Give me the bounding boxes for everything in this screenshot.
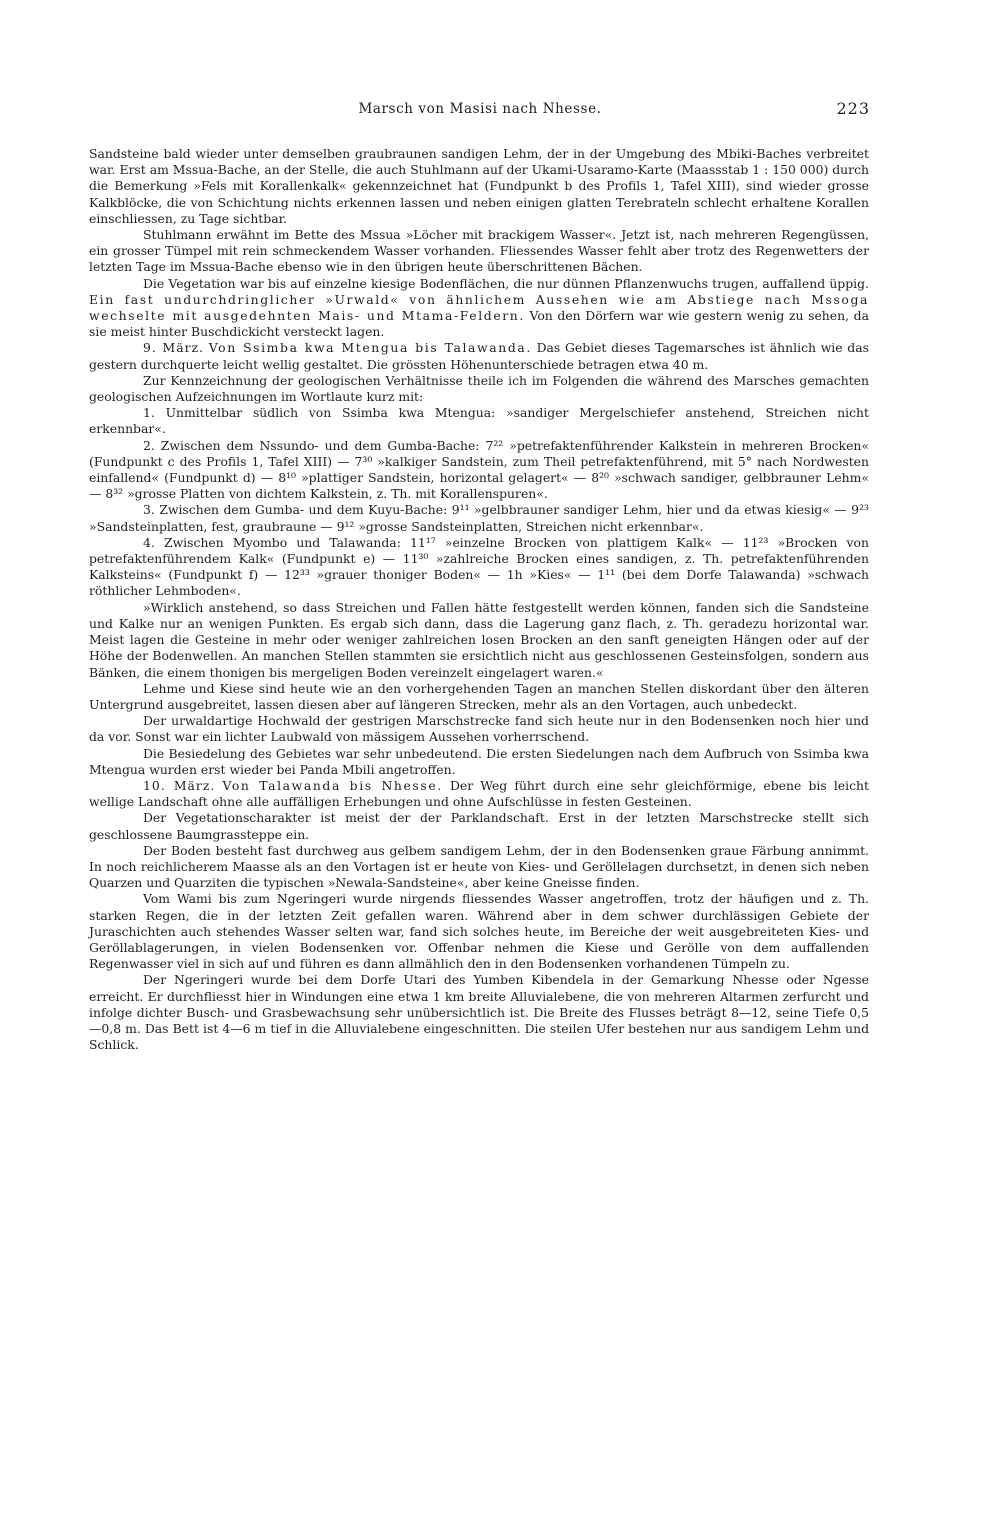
running-head: Marsch von Masisi nach Nhesse.: [358, 101, 602, 117]
paragraph: Vom Wami bis zum Ngeringeri wurde nirgends fliessendes Wasser angetroffen, trotz der häufigen und z. Th. starken Regen, die in der letzten Zeit gefallen waren. Während aber in dem schwer durchlässigen Gebiete der Juraschichten auch stehendes Wasser selten war, fand sich solches heute, im Bereiche der weit ausgebreiteten Kies- und Geröllablagerungen, in vielen Bodensenken vor. Offenbar nehmen die Kiese und Gerölle von dem auffallenden Regenwasser viel in sich auf und führen es dann allmählich den in den Bodensenken vorhandenen Tümpeln zu.: [89, 891, 869, 972]
text-run: Der Weg führt durch eine sehr gleichförmige, ebene bis leicht wellige Landschaft ohne alle auffälligen Erhebungen und ohne Aufschlüsse in festen Gesteinen.: [89, 777, 869, 810]
text-run: Von den Dörfern war wie gestern wenig zu sehen, da sie meist hinter Buschdickicht versteckt lagen.: [89, 308, 869, 340]
paragraph: Die Besiedelung des Gebietes war sehr unbedeutend. Die ersten Siedelungen nach dem Aufbruch von Ssimba kwa Mtengua wurden erst wieder bei Panda Mbili angetroffen.: [89, 745, 869, 777]
paragraph: Zur Kennzeichnung der geologischen Verhältnisse theile ich im Folgenden die während des Marsches gemachten geologischen Aufzeichnungen im Wortlaute kurz mit:: [89, 372, 869, 405]
body-text: [89, 146, 869, 1053]
paragraph: Der urwaldartige Hochwald der gestrigen Marschstrecke fand sich heute nur in den Bodensenken noch hier und da vor. Sonst war ein lichter Laubwald von mässigem Aussehen vorherrschend.: [89, 713, 869, 745]
paragraph: Der Boden besteht fast durchweg aus gelbem sandigem Lehm, der in den Bodensenken graue Färbung annimmt. In noch reichlicherem Maasse als an den Vortagen ist er heute von Kies- und Geröllelagen durchsetzt, in denen sich neben Quarzen und Quarziten die typischen »Newala-Sandsteine«, aber keine Gneisse finden.: [89, 842, 869, 891]
route-heading: Von Talawanda bis Nhesse.: [222, 777, 443, 793]
list-item: 4. Zwischen Myombo und Talawanda: 11¹⁷ »einzelne Brocken von plattigem Kalk« — 11²³ »Brocken von petrefaktenführendem Kalk« (Fundpunkt e) — 11³⁰ »zahlreiche Brocken eines sandigen, z. Th. petrefaktenführenden Kalksteins« (Fundpunkt f) — 12³³ »grauer thoniger Boden« — 1h »Kies« — 1¹¹ (bei dem Dorfe Talawanda) »schwach röthlicher Lehmboden«.: [89, 534, 869, 599]
paragraph: »Wirklich anstehend, so dass Streichen und Fallen hätte festgestellt werden können, fanden sich die Sandsteine und Kalke nur an wenigen Punkten. Es ergab sich dann, dass die Lagerung ganz flach, z. Th. geradezu horizontal war. Meist lagen die Gesteine in mehr oder weniger zahlreichen losen Brocken an den sanft geneigten Hängen oder auf der Höhe der Bodenwellen. An manchen Stellen stammten sie ersichtlich nicht aus geschlossenen Gesteinsfolgen, sondern aus Bänken, die einem thonigen bis mergeligen Boden vereinzelt eingelagert waren.«: [89, 599, 869, 680]
emphasized-text: Ein fast undurchdringlicher »Urwald« von ähnlichem Aussehen wie am Abstiege nach Mssoga wechselte mit ausgedehnten Mais- und Mtama-Feldern.: [89, 291, 869, 324]
paragraph: [89, 340, 869, 372]
text-run: Das Gebiet dieses Tagemarsches ist ähnlich wie das gestern durchquerte leicht wellig gestaltet. Die grössten Höhenunterschiede betragen etwa 40 m.: [89, 340, 869, 372]
route-heading: Von Ssimba kwa Mtengua bis Talawanda.: [208, 340, 532, 356]
paragraph: Lehme und Kiese sind heute wie an den vorhergehenden Tagen an manchen Stellen diskordant über den älteren Untergrund ausgebreitet, lassen diesen aber auf längeren Strecken, mehr als an den Vortagen, auch unbedeckt.: [89, 680, 869, 712]
paragraph: [89, 276, 869, 341]
entry-date: 9. März.: [143, 340, 204, 356]
list-item: 2. Zwischen dem Nssundo- und dem Gumba-Bache: 7²² »petrefaktenführender Kalkstein in mehreren Brocken« (Fundpunkt c des Profils 1, Tafel XIII) — 7³⁰ »kalkiger Sandstein, zum Theil petrefaktenführend, mit 5° nach Nordwesten einfallend« (Fundpunkt d) — 8¹⁰ »plattiger Sandstein, horizontal gelagert« — 8²⁰ »schwach sandiger, gelbbrauner Lehm« — 8³² »grosse Platten von dichtem Kalkstein, z. Th. mit Korallenspuren«.: [89, 437, 869, 502]
paragraph: Der Ngeringeri wurde bei dem Dorfe Utari des Yumben Kibendela in der Gemarkung Nhesse oder Ngesse erreicht. Er durchfliesst hier in Windungen eine etwa 1 km breite Alluvialebene, die von mehreren Altarmen zerfurcht und infolge dichter Busch- und Grasbewachsung sehr unübersichtlich ist. Die Breite des Flusses beträgt 8—12, seine Tiefe 0,5—0,8 m. Das Bett ist 4—6 m tief in die Alluvialebene eingeschnitten. Die steilen Ufer bestehen nur aus sandigem Lehm und Schlick.: [89, 972, 869, 1053]
text-run: Die Vegetation war bis auf einzelne kiesige Bodenflächen, die nur dünnen Pflanzenwuchs trugen, auffallend üppig.: [143, 275, 869, 291]
list-item: 3. Zwischen dem Gumba- und dem Kuyu-Bache: 9¹¹ »gelbbrauner sandiger Lehm, hier und da etwas kiesig« — 9²³ »Sandsteinplatten, fest, graubraune — 9¹² »grosse Sandsteinplatten, Streichen nicht erkennbar«.: [89, 502, 869, 534]
paragraph: Der Vegetationscharakter ist meist der der Parklandschaft. Erst in der letzten Marschstrecke stellt sich geschlossene Baumgrassteppe ein.: [89, 810, 869, 842]
page-number: 223: [836, 99, 870, 118]
paragraph: Stuhlmann erwähnt im Bette des Mssua »Löcher mit brackigem Wasser«. Jetzt ist, nach mehreren Regengüssen, ein grosser Tümpel mit rein schmeckendem Wasser vorhanden. Fliessendes Wasser fehlt aber trotz des Regenwetters der letzten Tage im Mssua-Bache ebenso wie in den übrigen heute überschrittenen Bächen.: [89, 227, 869, 275]
list-item: 1. Unmittelbar südlich von Ssimba kwa Mtengua: »sandiger Mergelschiefer anstehend, Streichen nicht erkennbar«.: [89, 405, 869, 437]
paragraph: Sandsteine bald wieder unter demselben graubraunen sandigen Lehm, der in der Umgebung des Mbiki-Baches verbreitet war. Erst am Mssua-Bache, an der Stelle, die auch Stuhlmann auf der Ukami-Usaramo-Karte (Maassstab 1 : 150 000) durch die Bemerkung »Fels mit Korallenkalk« gekennzeichnet hat (Fundpunkt b des Profils 1, Tafel XIII), sind wieder grosse Kalkblöcke, die von Schichtung nichts erkennen lassen und neben einigen glatten Terebrateln schlecht erhaltene Korallen einschliessen, zu Tage sichtbar.: [89, 146, 869, 226]
paragraph: [89, 778, 869, 810]
entry-date: 10. März.: [143, 777, 216, 793]
